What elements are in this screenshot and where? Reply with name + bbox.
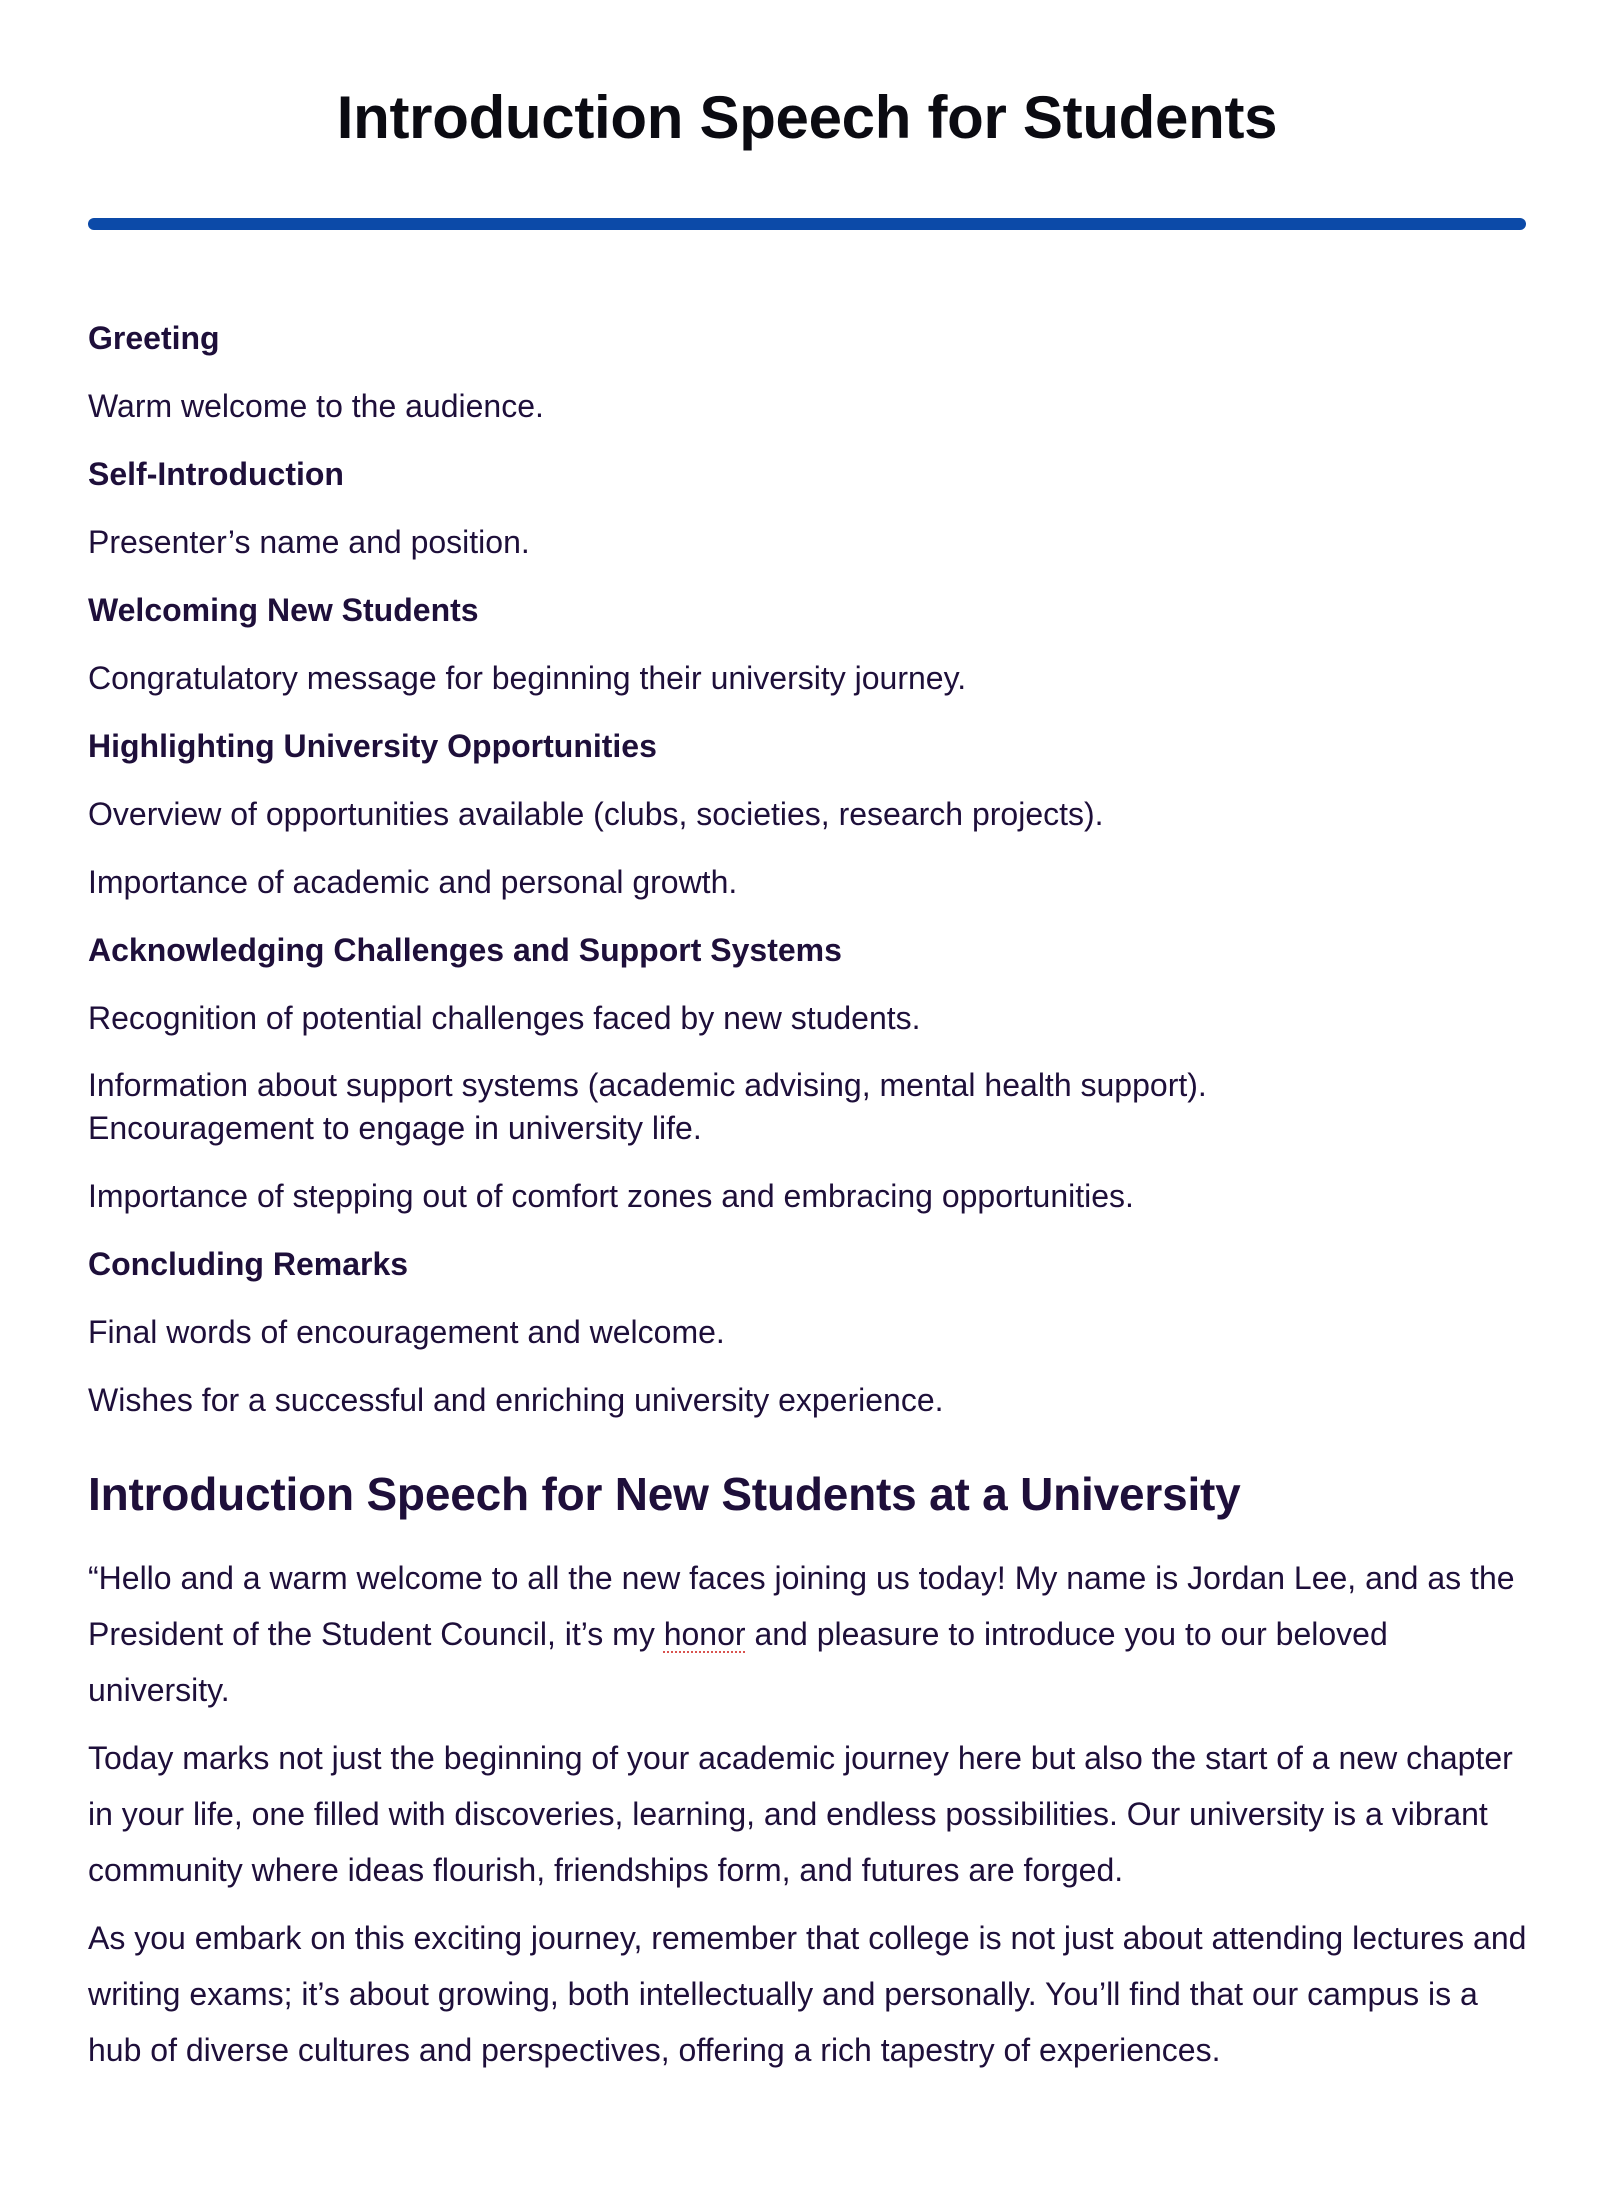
outline-point: Presenter’s name and position. [88,524,530,560]
speech-text-run: “Hello and a warm welcome to all the new faces joining us today! My name is Jordan Lee, and as the President of the Student Council, it’s my [88,1560,1515,1652]
outline-point: Recognition of potential challenges faced by new students. [88,1000,921,1036]
speech-text [88,1464,1528,2078]
speech-paragraph [88,1550,1528,1718]
page-title: Introduction Speech for Students [336,84,1278,151]
outline-heading-concluding-remarks: Concluding Remarks [88,1246,409,1282]
speech-outline [88,316,1528,1422]
outline-point: Encouragement to engage in university life. [88,1110,702,1146]
outline-heading-greeting: Greeting [88,320,220,356]
document-body [88,316,1528,2090]
outline-point: Congratulatory message for beginning their university journey. [88,660,967,696]
speech-heading: Introduction Speech for New Students at a University [88,1468,1241,1520]
outline-heading-welcoming-new-students: Welcoming New Students [88,592,479,628]
outline-point: Overview of opportunities available (clubs, societies, research projects). [88,796,1104,832]
outline-point: Warm welcome to the audience. [88,388,544,424]
outline-point: Wishes for a successful and enriching university experience. [88,1382,944,1418]
speech-paragraph: As you embark on this exciting journey, remember that college is not just about attending lectures and writing exams; it’s about growing, both intellectually and personally. You’ll find that our campus is a hub of diverse cultures and perspectives, offering a rich tapestry of experiences. [88,1920,1527,2068]
outline-point: Final words of encouragement and welcome. [88,1314,725,1350]
outline-point: Importance of stepping out of comfort zones and embracing opportunities. [88,1178,1134,1214]
spellcheck-flagged-word[interactable]: honor [663,1616,746,1652]
outline-heading-challenges: Acknowledging Challenges and Support Systems [88,932,842,968]
outline-heading-self-introduction: Self-Introduction [88,456,344,492]
outline-point: Information about support systems (academic advising, mental health support). [88,1067,1207,1103]
outline-point: Importance of academic and personal growth. [88,864,738,900]
speech-paragraph: Today marks not just the beginning of your academic journey here but also the start of a new chapter in your life, one filled with discoveries, learning, and endless possibilities. Our university is a vibrant community where ideas flourish, friendships form, and futures are forged. [88,1740,1513,1888]
outline-heading-opportunities: Highlighting University Opportunities [88,728,657,764]
title-divider [88,218,1526,230]
speech-text-run: and pleasure to introduce you to our beloved university. [88,1616,1388,1708]
